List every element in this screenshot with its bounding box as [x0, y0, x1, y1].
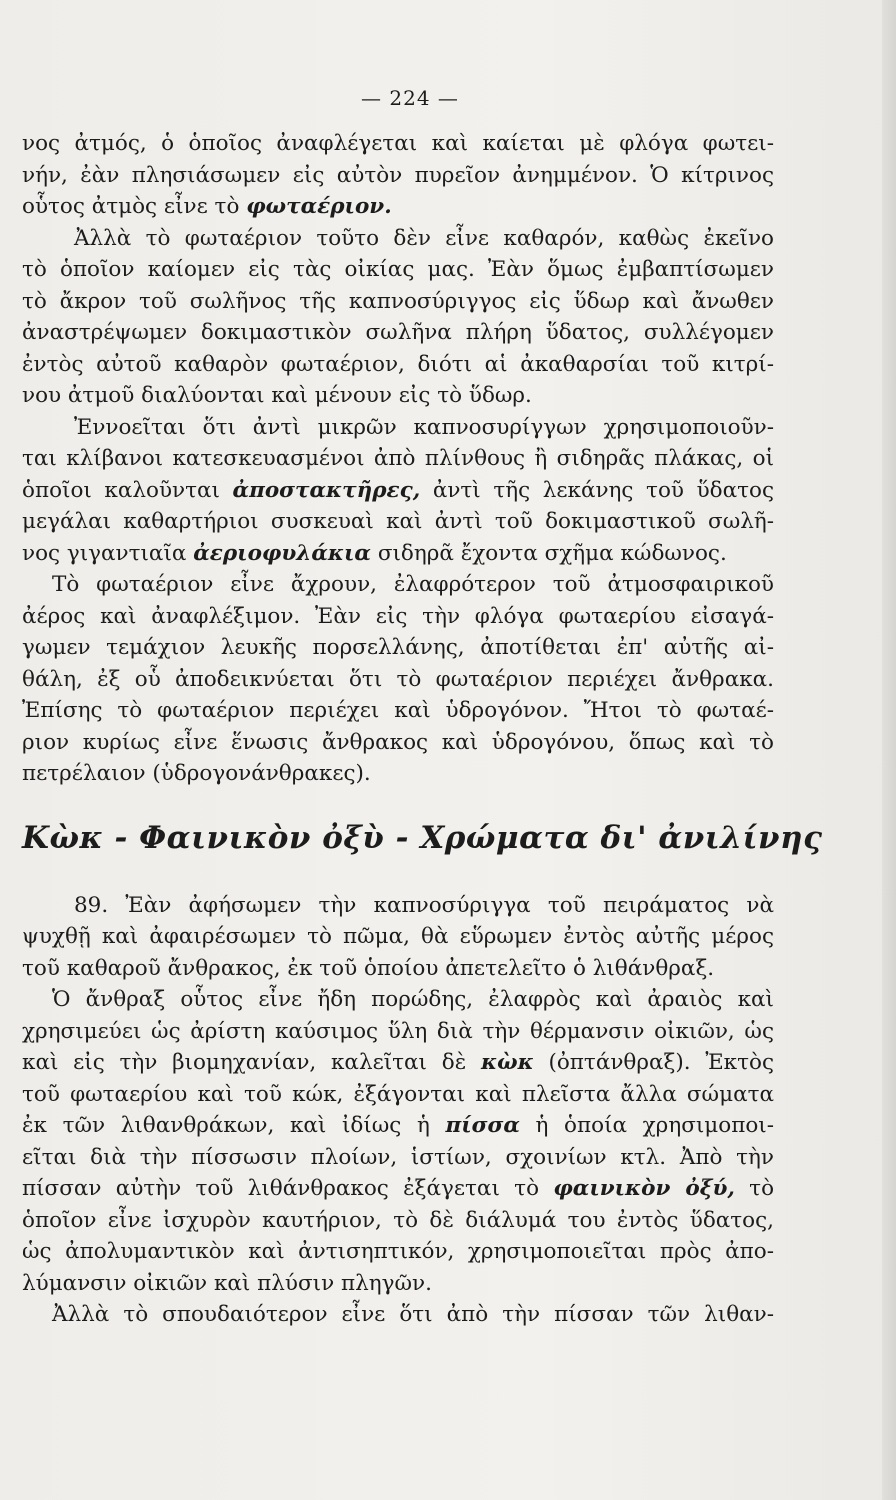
- text-line: νήν, ἐὰν πλησιάσωμεν εἰς αὐτὸν πυρεῖον ἀνημμένον. Ὁ κίτρινος: [22, 162, 774, 188]
- page-edge-shadow: [882, 0, 896, 1500]
- term-aeriofylakia: ἀεριοφυλάκια: [193, 540, 371, 566]
- text-line: Ἀλλὰ τὸ σπουδαιότερον εἶνε ὅτι ἀπὸ τὴν πίσσαν τῶν λιθαν-: [52, 1302, 774, 1327]
- text-line: Ἐννοεῖται ὅτι ἀντὶ μικρῶν καπνοσυρίγγων χρησιμοποιοῦν-: [74, 414, 774, 440]
- text-line: ὡς ἀπολυμαντικὸν καὶ ἀντισηπτικόν, χρησιμοποιεῖται πρὸς ἀπο-: [22, 1239, 774, 1264]
- term-fotaerion: φωταέριον.: [246, 194, 392, 219]
- text-run: οὗτος ἀτμὸς εἶνε τὸ: [22, 194, 240, 219]
- text-line: Ὁ ἄνθραξ οὗτος εἶνε ἤδη πορώδης, ἐλαφρὸς καὶ ἀραιὸς καὶ: [52, 987, 774, 1012]
- term-pissa: πίσσα: [445, 1113, 520, 1138]
- text-line: [22, 1110, 774, 1142]
- term-apostaktires: ἀποστακτῆρες,: [232, 477, 421, 503]
- text-line: ψυχθῇ καὶ ἀφαιρέσωμεν τὸ πῶμα, θὰ εὕρωμεν ἐντὸς αὐτῆς μέρος: [22, 924, 774, 949]
- text-line: εῖται διὰ τὴν πίσσωσιν πλοίων, ἱστίων, σχοινίων κτλ. Ἀπὸ τὴν: [22, 1144, 774, 1170]
- text-line: θάλη, ἐξ οὗ ἀποδεικνύεται ὅτι τὸ φωταέριον περιέχει ἄνθρακα.: [22, 666, 774, 692]
- text-line: [22, 191, 774, 223]
- text-line: νος ἀτμός, ὁ ὁποῖος ἀναφλέγεται καὶ καίεται μὲ φλόγα φωτει-: [22, 131, 774, 156]
- text-line: [22, 475, 774, 507]
- text-line: Ἀλλὰ τὸ φωταέριον τοῦτο δὲν εἶνε καθαρόν, καθὼς ἐκεῖνο: [74, 225, 774, 251]
- text-run: (ὀπτάνθραξ). Ἐκτὸς: [548, 1050, 774, 1075]
- text-line: νου ἀτμοῦ διαλύονται καὶ μένουν εἰς τὸ ὕδωρ.: [22, 383, 532, 408]
- text-run: ὁποῖοι καλοῦνται: [22, 477, 220, 503]
- text-line: [22, 538, 774, 570]
- text-line: [22, 1173, 774, 1205]
- text-run: ἀντὶ τῆς λεκάνης τοῦ ὕδατος: [432, 477, 774, 503]
- text-line: ται κλίβανοι κατεσκευασμένοι ἀπὸ πλίνθους ἢ σιδηρᾶς πλάκας, οἱ: [22, 446, 774, 471]
- text-line: γωμεν τεμάχιον λευκῆς πορσελλάνης, ἀποτίθεται ἐπ' αὐτῆς αἰ-: [22, 635, 774, 660]
- page-number: — 224 —: [361, 86, 459, 110]
- text-line: ὁποῖον εἶνε ἰσχυρὸν καυτήριον, τὸ δὲ διάλυμά του ἐντὸς ὕδατος,: [22, 1207, 774, 1233]
- text-line: τὸ ὁποῖον καίομεν εἰς τὰς οἰκίας μας. Ἐὰν ὅμως ἐμβαπτίσωμεν: [22, 257, 774, 282]
- text-line: ριον κυρίως εἶνε ἕνωσις ἄνθρακος καὶ ὑδρογόνου, ὅπως καὶ τὸ: [22, 729, 774, 755]
- text-line: τοῦ καθαροῦ ἄνθρακος, ἐκ τοῦ ὁποίου ἀπετελεῖτο ὁ λιθάνθραξ.: [22, 955, 715, 981]
- text-run: πίσσαν αὐτὴν τοῦ λιθάνθρακος ἐξάγεται τὸ: [22, 1176, 540, 1201]
- text-run: ἐκ τῶν λιθανθράκων, καὶ ἰδίως ἡ: [22, 1113, 430, 1138]
- text-line: Τὸ φωταέριον εἶνε ἄχρουν, ἐλαφρότερον τοῦ ἀτμοσφαιρικοῦ: [52, 572, 774, 597]
- text-run: καὶ εἰς τὴν βιομηχανίαν, καλεῖται δὲ: [22, 1050, 467, 1075]
- text-line: λύμανσιν οἰκιῶν καὶ πλύσιν πληγῶν.: [22, 1270, 432, 1296]
- text-line: τὸ ἄκρον τοῦ σωλῆνος τῆς καπνοσύριγγος εἰς ὕδωρ καὶ ἄνωθεν: [22, 288, 774, 314]
- body-text: [22, 128, 823, 1331]
- text-run: νος γιγαντιαῖα: [22, 540, 187, 566]
- term-kok: κὼκ: [481, 1050, 534, 1075]
- text-line: πετρέλαιον (ὑδρογονάνθρακες).: [22, 761, 371, 786]
- text-line: τοῦ φωταερίου καὶ τοῦ κώκ, ἐξάγονται καὶ πλεῖστα ἄλλα σώματα: [22, 1081, 774, 1107]
- text-line: ἀναστρέψωμεν δοκιμαστικὸν σωλῆνα πλήρη ὕδατος, συλλέγομεν: [22, 320, 774, 345]
- section-heading: Κὼκ - Φαινικὸν ὀξὺ - Χρώματα δι' ἀνιλίνης: [22, 819, 823, 856]
- text-line: μεγάλαι καθαρτήριοι συσκευαὶ καὶ ἀντὶ τοῦ δοκιμαστικοῦ σωλῆ-: [22, 509, 774, 534]
- text-run: ἡ ὁποία χρησιμοποι-: [535, 1113, 774, 1138]
- text-line: [22, 1047, 774, 1079]
- text-run: σιδηρᾶ ἔχοντα σχῆμα κώδωνος.: [377, 540, 727, 566]
- text-line: 89. Ἐὰν ἀφήσωμεν τὴν καπνοσύριγγα τοῦ πειράματος νὰ: [74, 892, 774, 918]
- text-line: Ἐπίσης τὸ φωταέριον περιέχει καὶ ὑδρογόνον. Ἤτοι τὸ φωταέ-: [22, 698, 774, 723]
- text-line: χρησιμεύει ὡς ἀρίστη καύσιμος ὕλη διὰ τὴν θέρμανσιν οἰκιῶν, ὡς: [22, 1018, 774, 1044]
- text-line: ἐντὸς αὐτοῦ καθαρὸν φωταέριον, διότι αἱ ἀκαθαρσίαι τοῦ κιτρί-: [22, 351, 774, 377]
- text-line: ἀέρος καὶ ἀναφλέξιμον. Ἐὰν εἰς τὴν φλόγα φωταερίου εἰσαγά-: [22, 603, 774, 629]
- text-run: τὸ: [749, 1176, 774, 1201]
- term-fainikon-oxy: φαινικὸν ὀξύ,: [553, 1176, 735, 1201]
